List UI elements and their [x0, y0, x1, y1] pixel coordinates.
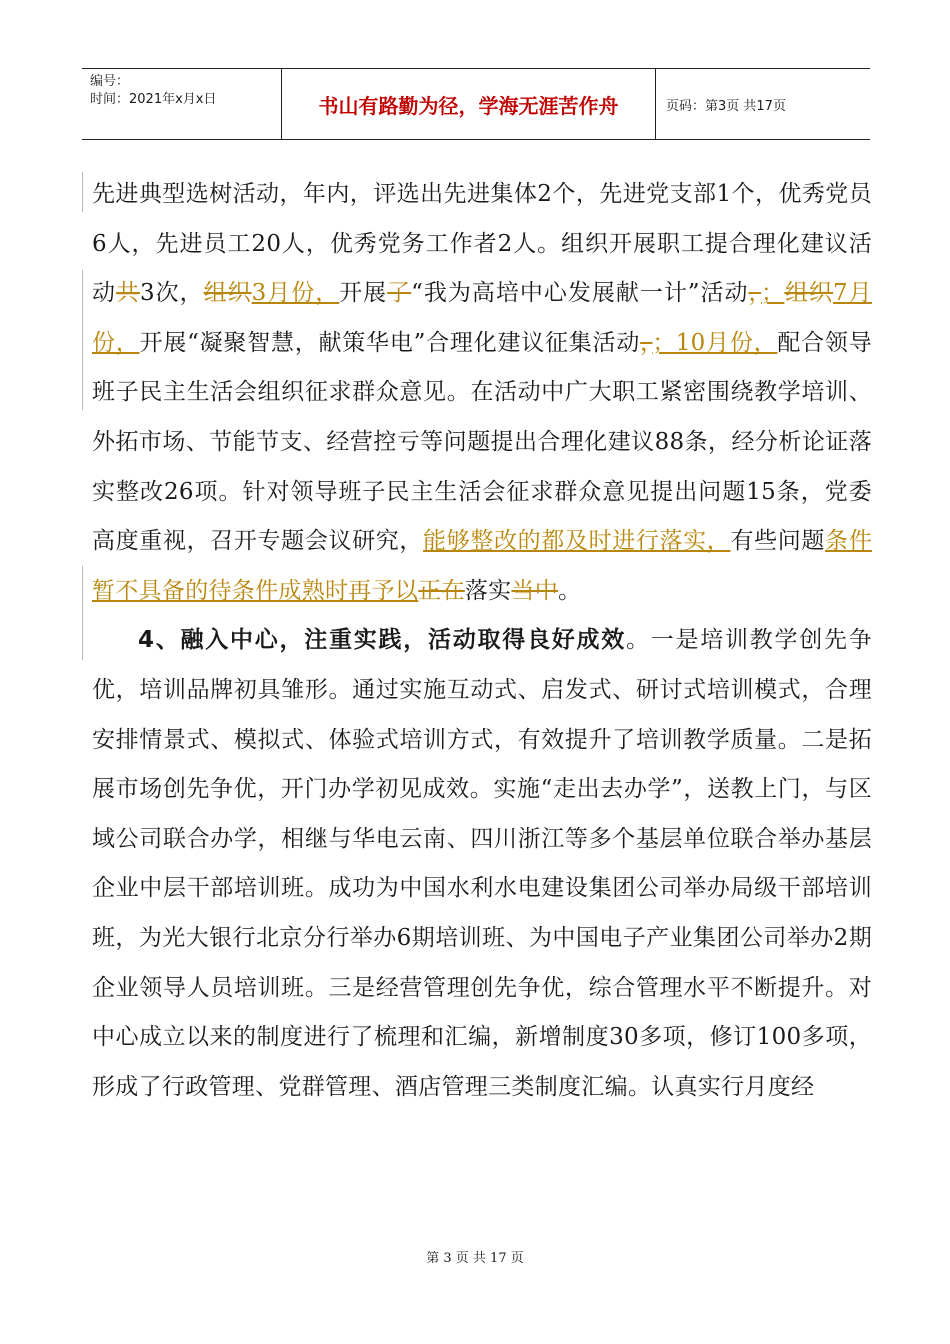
text: 。一是培训教学创先争优，培训品牌初具雏形。通过实施互动式、启发式、研讨式培训模式，合理安排情景式、模拟式、体验式培训方式，有效提升了培训教学质量。二是拓展市场创先争优，开门办学初见成效。实施“走出去办学”，送教上门，与区域公司联合办学，相继与华电云南、四川浙江等多个基层单位联合举办基层企业中层干部培训班。成功为中国水利水电建设集团公司举办局级干部培训班，为光大银行北京分行举办6期培训班、为中国电子产业集团公司举办2期企业领导人员培训班。三是经营管理创先争优，综合管理水平不断提升。对中心成立以来的制度进行了梳理和汇编，新增制度30多项，修订100多项，形成了行政管理、党群管理、酒店管理三类制度汇编。认真实行月度经	[92, 627, 872, 1100]
deleted-text: ，	[640, 329, 653, 356]
text: 有些问题	[730, 528, 826, 555]
revision-bar	[82, 566, 83, 660]
section-heading: 4、融入中心，注重实践，活动取得良好成效	[138, 627, 626, 654]
deleted-text: 了	[387, 280, 412, 307]
deleted-text: 组织	[203, 280, 252, 307]
header-page-info: 页码：第3页 共17页	[666, 98, 786, 114]
deleted-text: 共	[116, 280, 140, 307]
inserted-text: 能够整改的都及时进行落实，	[423, 528, 731, 555]
inserted-text: 条件暂不具备的待条件成熟时再予以	[92, 528, 872, 604]
document-body	[92, 170, 872, 1112]
inserted-text: ；10月份，	[652, 329, 778, 356]
deleted-text: ，	[748, 280, 762, 307]
paragraph-2	[92, 616, 872, 1112]
inserted-text: 7月份，	[92, 280, 872, 356]
revision-bar	[82, 270, 83, 410]
page-header	[82, 68, 870, 140]
deleted-text: 组织	[784, 280, 834, 307]
text: 。	[558, 577, 582, 604]
text: 配合领导班子民主生活会组织征求群众意见。在活动中广大职工紧密围绕教学培训、外拓市场、节能节支、经营控亏等问题提出合理化建议88条，经分析论证落实整改26项。针对领导班子民主生活会征求群众意见提出问题15条，党委高度重视，召开专题会议研究，	[92, 329, 872, 555]
header-motto: 书山有路勤为径，学海无涯苦作舟	[282, 69, 656, 139]
paragraph-1	[92, 170, 872, 616]
text: 开展	[339, 280, 388, 307]
header-meta	[82, 69, 282, 139]
deleted-text: 当中	[511, 577, 559, 604]
time-label: 时间：2021年x月x日	[90, 92, 217, 107]
text: 先进典型选树活动，年内，评选出先进集体2个，先进党支部1个，优秀党员6人，先进员工20人，优秀党务工作者2人。组织开展职工提合理化建议活动	[92, 181, 872, 307]
number-label: 编号：	[90, 74, 130, 89]
revision-bar	[82, 172, 83, 212]
deleted-text: 正在	[418, 577, 465, 604]
text: 落实	[464, 577, 512, 604]
text: 3次，	[140, 280, 204, 307]
inserted-text: 3月份，	[251, 280, 340, 307]
text: 开展“凝聚智慧，献策华电”合理化建议征集活动	[139, 329, 641, 356]
text: “我为高培中心发展献一计”活动	[411, 280, 749, 307]
page-footer: 第 3 页 共 17 页	[426, 1251, 524, 1266]
inserted-text: ；	[761, 280, 785, 307]
